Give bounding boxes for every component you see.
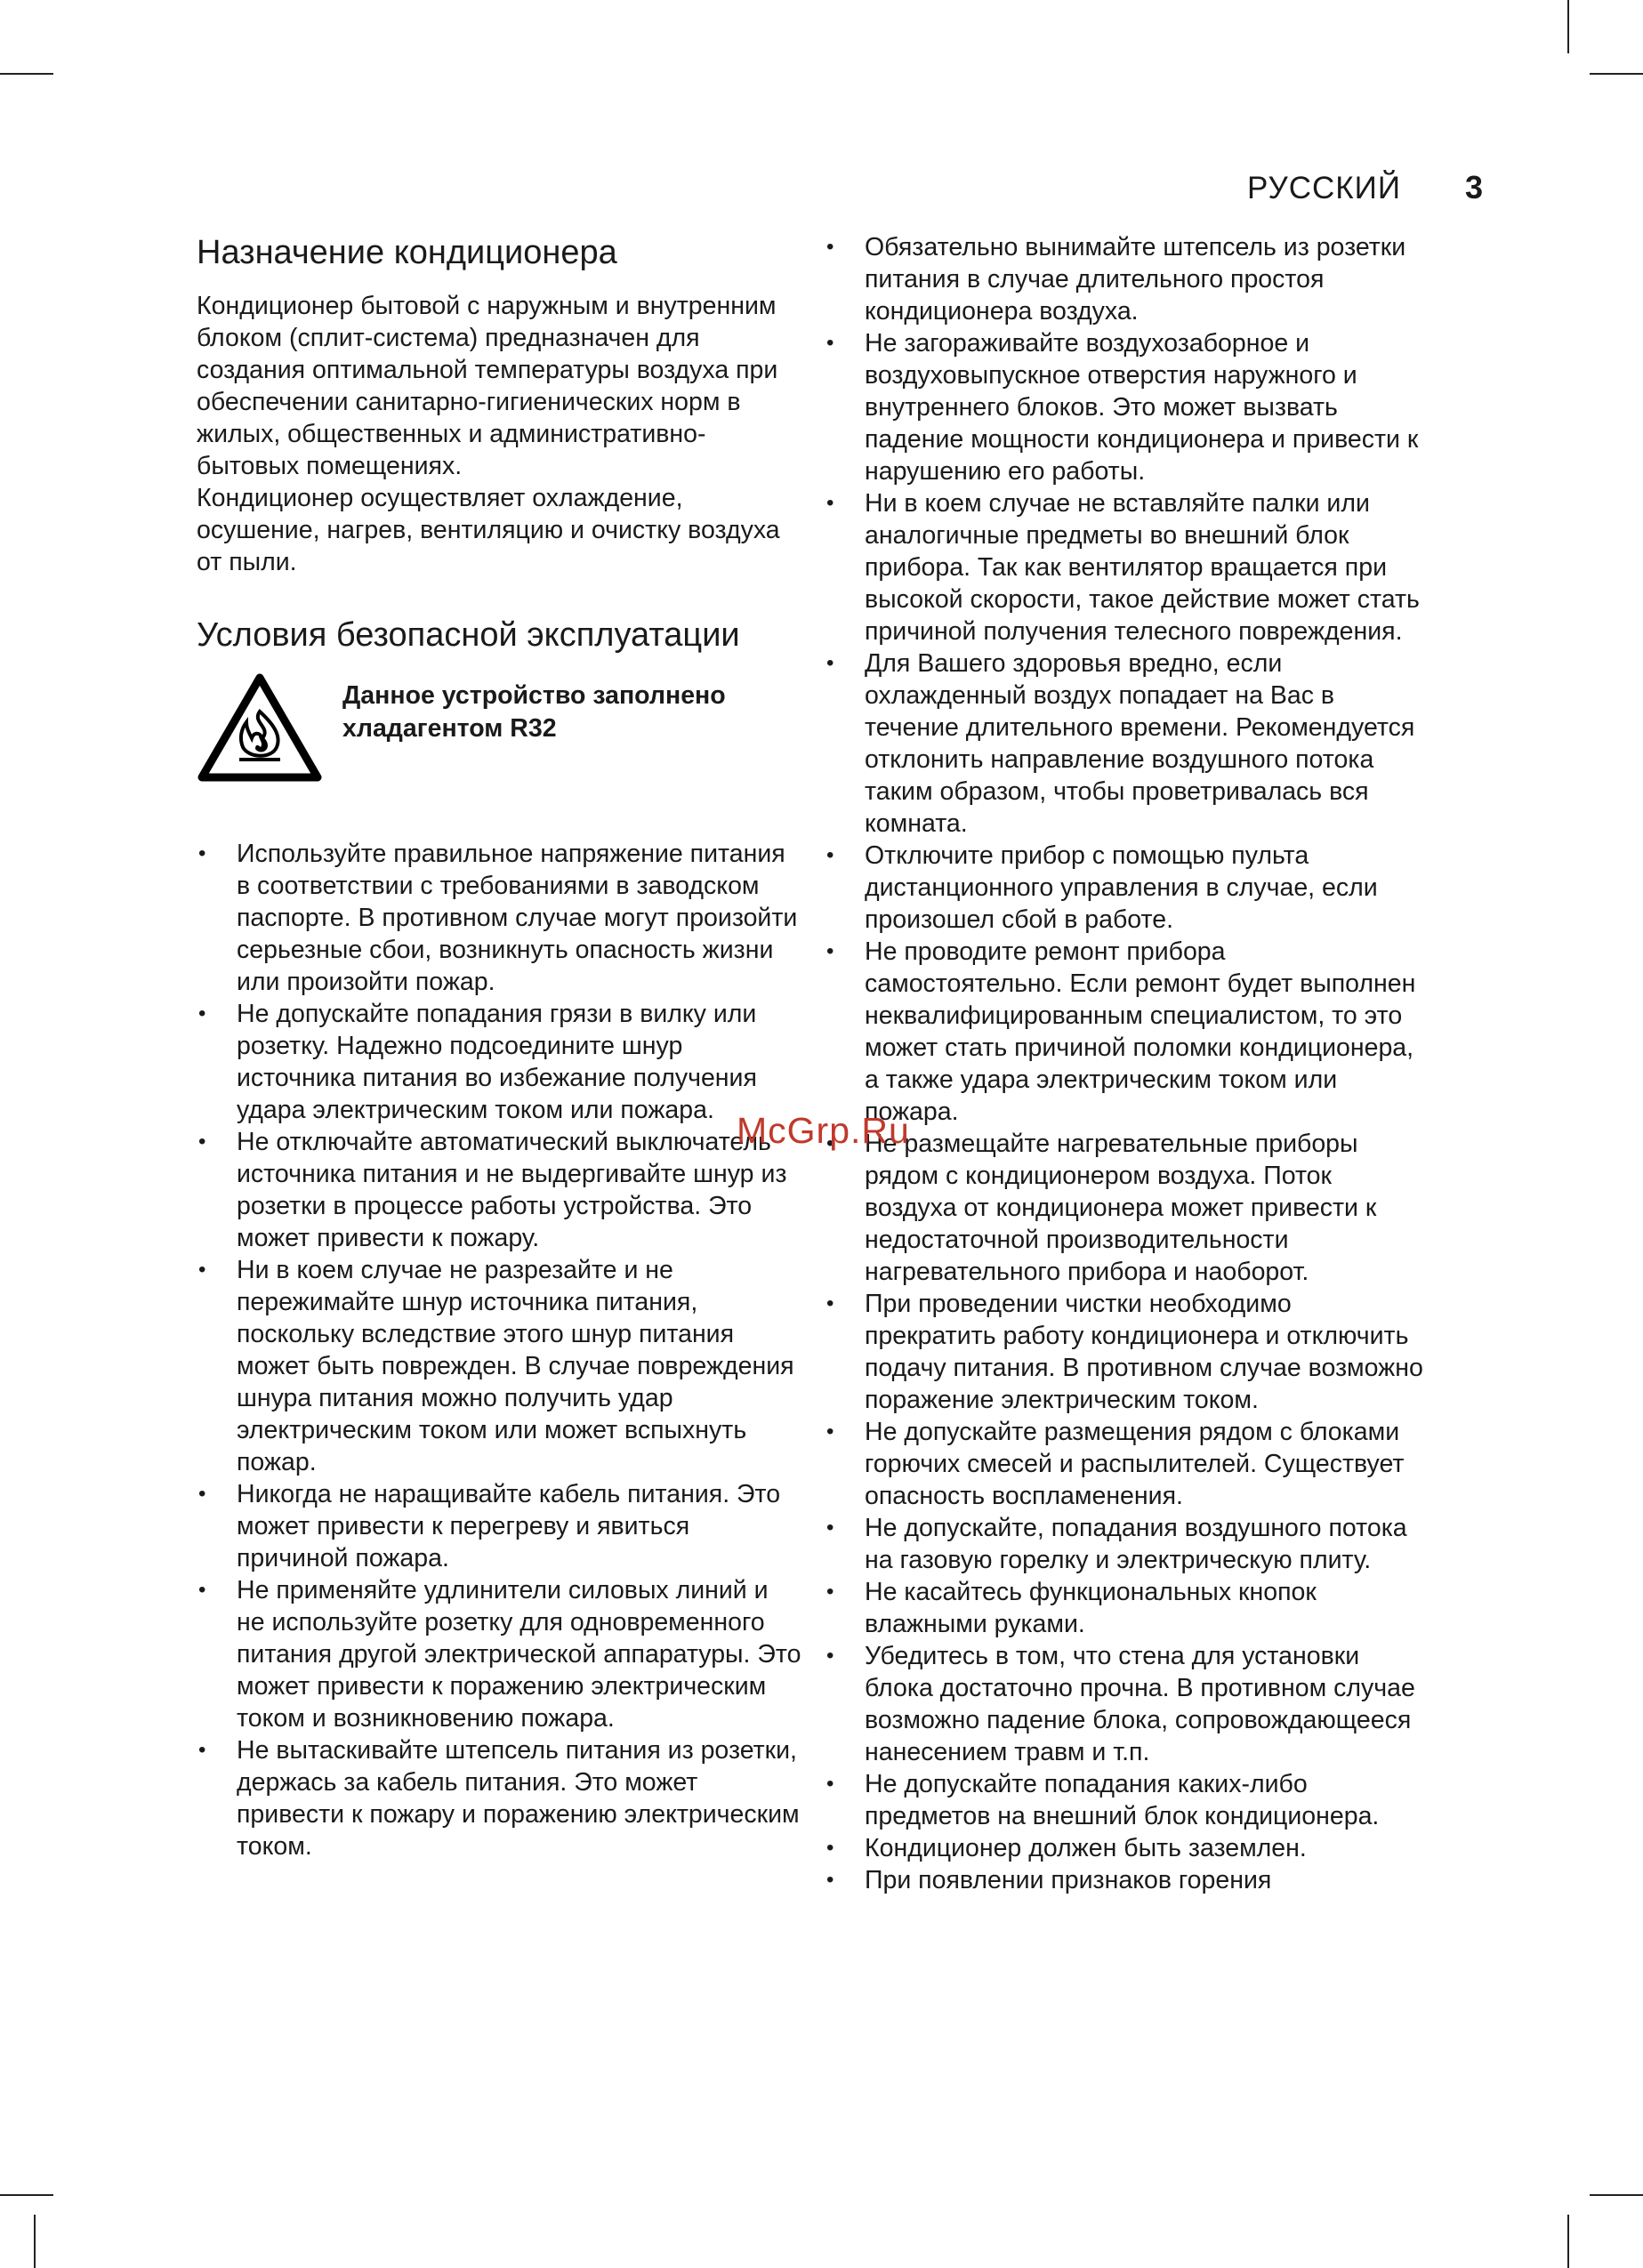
crop-mark <box>0 73 53 75</box>
list-item: • Никогда не наращивайте кабель питания. Это может привести к перегреву и явиться причиной пожара. <box>197 1478 801 1574</box>
list-item: • При появлении признаков горения <box>825 1864 1430 1896</box>
warning-text: Данное устройство заполнено хладагентом R32 <box>342 681 726 743</box>
list-item: • Ни в коем случае не вставляйте палки или аналогичные предметы во внешний блок прибора. Так как вентилятор вращается при высокой скорости, такое действие может стать причиной получения телесного повреждения. <box>825 487 1430 647</box>
list-item: • Не допускайте попадания грязи в вилку или розетку. Надежно подсоедините шнур источника питания во избежание получения удара электрическим током или пожара. <box>197 998 801 1126</box>
list-item: • Не допускайте попадания каких-либо предметов на внешний блок кондиционера. <box>825 1768 1430 1832</box>
safety-list-right <box>825 231 1430 1896</box>
crop-mark <box>1590 2194 1643 2196</box>
list-item: • Используйте правильное напряжение питания в соответствии с требованиями в заводском паспорте. В противном случае могут произойти серьезные сбои, возникнуть опасность жизни или произойти пожар. <box>197 838 801 998</box>
list-item: • Не проводите ремонт прибора самостоятельно. Если ремонт будет выполнен неквалифицированным специалистом, то это может стать причиной поломки кондиционера, а также удара электрическим током или пожара. <box>825 936 1430 1128</box>
list-item: • Не допускайте размещения рядом с блоками горючих смесей и распылителей. Существует опасность воспламенения. <box>825 1416 1430 1512</box>
list-item: • Не применяйте удлинители силовых линий и не используйте розетку для одновременного питания другой электрической аппаратуры. Это может привести к поражению электрическим током и возникновению пожара. <box>197 1574 801 1734</box>
list-item: • Кондиционер должен быть заземлен. <box>825 1832 1430 1864</box>
list-item: • Не загораживайте воздухозаборное и воздуховыпускное отверстия наружного и внутреннего блоков. Это может вызвать падение мощности кондиционера и привести к нарушению его работы. <box>825 327 1430 487</box>
list-item: • Для Вашего здоровья вредно, если охлажденный воздух попадает на Вас в течение длительного времени. Рекомендуется отклонить направление воздушного потока таким образом, чтобы проветривалась вся комната. <box>825 647 1430 840</box>
list-item: • Обязательно вынимайте штепсель из розетки питания в случае длительного простоя кондиционера воздуха. <box>825 231 1430 327</box>
safety-list-left <box>197 838 801 1862</box>
section-title-safety: Условия безопасной эксплуатации <box>197 616 740 654</box>
list-item: • Не отключайте автоматический выключатель источника питания и не выдергивайте шнур из розетки в процессе работы устройства. Это может привести к пожару. <box>197 1126 801 1254</box>
crop-mark <box>0 2194 53 2196</box>
list-item: • Не вытаскивайте штепсель питания из розетки, держась за кабель питания. Это может привести к пожару и поражению электрическим током. <box>197 1734 801 1862</box>
list-item: • Убедитесь в том, что стена для установки блока достаточно прочна. В противном случае возможно падение блока, сопровождающееся нанесением травм и т.п. <box>825 1640 1430 1768</box>
paragraph: Кондиционер осуществляет охлаждение, осушение, нагрев, вентиляцию и очистку воздуха от пыли. <box>197 484 780 576</box>
flammable-warning-icon <box>197 672 323 784</box>
paragraph: Кондиционер бытовой с наружным и внутренним блоком (сплит-система) предназначен для создания оптимальной температуры воздуха при обеспечении санитарно-гигиенических норм в жилых, общественных и административно-бытовых помещениях. <box>197 292 778 480</box>
left-column <box>197 231 801 1862</box>
crop-mark <box>1567 2215 1569 2268</box>
list-item: • Не касайтесь функциональных кнопок влажными руками. <box>825 1576 1430 1640</box>
list-item: • При проведении чистки необходимо прекратить работу кондиционера и отключить подачу питания. В противном случае возможно поражение электрическим током. <box>825 1288 1430 1416</box>
crop-mark <box>34 2215 36 2268</box>
refrigerant-warning <box>197 672 801 784</box>
right-column <box>825 231 1430 1896</box>
list-item: • Не размещайте нагревательные приборы рядом с кондиционером воздуха. Поток воздуха от кондиционера может привести к недостаточной производительности нагревательного прибора и наоборот. <box>825 1128 1430 1288</box>
header-language: РУССКИЙ <box>1246 171 1401 205</box>
section-title-purpose: Назначение кондиционера <box>197 234 617 271</box>
crop-mark <box>1567 0 1569 53</box>
watermark: McGrp.Ru <box>737 1110 910 1151</box>
page-number: 3 <box>1464 169 1483 205</box>
list-item: • Отключите прибор с помощью пульта дистанционного управления в случае, если произошел сбой в работе. <box>825 840 1430 936</box>
list-item: • Ни в коем случае не разрезайте и не пережимайте шнур источника питания, поскольку вследствие этого шнур питания может быть поврежден. В случае повреждения шнура питания можно получить удар электрическим током или может вспыхнуть пожар. <box>197 1254 801 1478</box>
crop-mark <box>1590 73 1643 75</box>
list-item: • Не допускайте, попадания воздушного потока на газовую горелку и электрическую плиту. <box>825 1512 1430 1576</box>
